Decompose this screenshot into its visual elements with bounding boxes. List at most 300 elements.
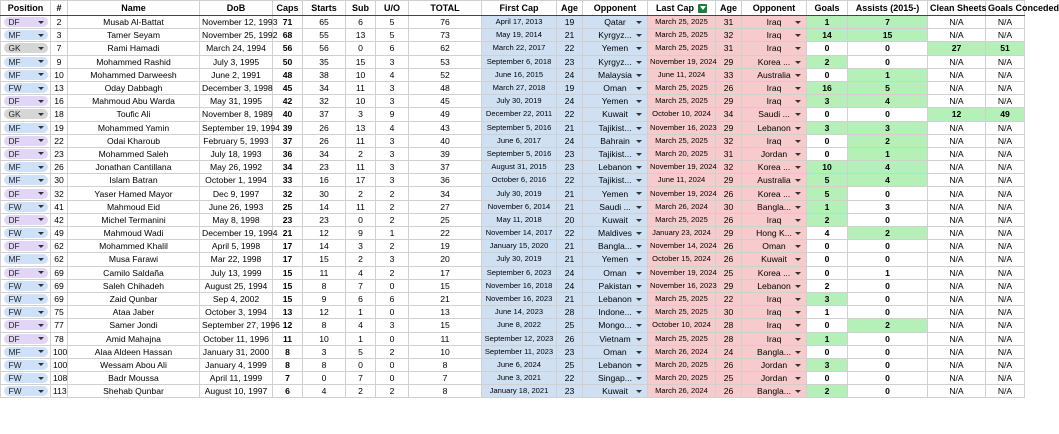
position-chip[interactable] [4, 149, 48, 159]
opponent-last-select[interactable] [742, 385, 807, 398]
position-select[interactable] [1, 292, 51, 305]
chevron-down-icon[interactable] [38, 324, 44, 327]
opponent-last-select[interactable] [742, 332, 807, 345]
chevron-down-icon[interactable] [38, 192, 44, 195]
header-dob[interactable] [200, 1, 273, 16]
position-select[interactable] [1, 147, 51, 160]
header-caps[interactable] [273, 1, 303, 16]
chevron-down-icon[interactable] [636, 47, 642, 50]
opponent-first-select[interactable] [583, 227, 648, 240]
position-select[interactable] [1, 95, 51, 108]
position-chip[interactable] [4, 294, 48, 304]
chevron-down-icon[interactable] [38, 232, 44, 235]
opponent-label: Australia [757, 175, 791, 186]
position-chip[interactable] [4, 228, 48, 238]
header-age-first[interactable] [557, 1, 583, 16]
position-chip[interactable] [4, 109, 48, 119]
opponent-last-select[interactable] [742, 42, 807, 55]
chevron-down-icon[interactable] [636, 34, 642, 37]
chevron-down-icon[interactable] [795, 61, 801, 64]
opponent-label: Pakistan [598, 280, 632, 291]
chevron-down-icon[interactable] [38, 166, 44, 169]
chevron-down-icon[interactable] [38, 100, 44, 103]
chevron-down-icon[interactable] [795, 377, 801, 380]
header-last-cap[interactable] [648, 1, 716, 16]
chevron-down-icon[interactable] [795, 127, 801, 130]
age-first-cap: 22 [557, 108, 583, 121]
filter-icon[interactable] [698, 4, 707, 13]
chevron-down-icon[interactable] [38, 205, 44, 208]
header-label: Goals [814, 3, 840, 13]
opponent-last-select[interactable] [742, 81, 807, 94]
opponent-first-select[interactable] [583, 332, 648, 345]
chevron-down-icon[interactable] [38, 350, 44, 353]
header-label: First Cap [499, 3, 539, 13]
assists-value: 0 [848, 372, 928, 385]
goals-conceded-value: N/A [986, 161, 1025, 174]
header-first-cap[interactable] [482, 1, 557, 16]
chevron-down-icon[interactable] [38, 152, 44, 155]
opponent-last-select[interactable] [742, 29, 807, 42]
position-label: DF [8, 148, 20, 159]
position-select[interactable] [1, 16, 51, 29]
position-select[interactable] [1, 279, 51, 292]
position-select[interactable] [1, 108, 51, 121]
chevron-down-icon[interactable] [795, 153, 801, 156]
clean-sheets-value: 12 [928, 108, 986, 121]
opponent-first-select[interactable] [583, 240, 648, 253]
date-of-birth: May 26, 1992 [200, 161, 273, 174]
chevron-down-icon[interactable] [795, 272, 801, 275]
chevron-down-icon[interactable] [636, 179, 642, 182]
opponent-first-select[interactable] [583, 213, 648, 226]
position-chip[interactable] [4, 57, 48, 67]
position-chip[interactable] [4, 83, 48, 93]
chevron-down-icon[interactable] [636, 21, 642, 24]
position-chip[interactable] [4, 386, 48, 396]
player-name: Mohammed Saleh [68, 147, 200, 160]
chevron-down-icon[interactable] [795, 311, 801, 314]
assists-value: 0 [848, 292, 928, 305]
position-select[interactable] [1, 134, 51, 147]
opponent-last-select[interactable] [742, 372, 807, 385]
position-select[interactable] [1, 81, 51, 94]
sub-value: 2 [346, 147, 376, 160]
chevron-down-icon[interactable] [795, 34, 801, 37]
header-age-last[interactable] [716, 1, 742, 16]
header-name[interactable] [68, 1, 200, 16]
position-select[interactable] [1, 161, 51, 174]
chevron-down-icon[interactable] [636, 285, 642, 288]
age-first-cap: 21 [557, 121, 583, 134]
chevron-down-icon[interactable] [636, 377, 642, 380]
chevron-down-icon[interactable] [38, 126, 44, 129]
opponent-first-select[interactable] [583, 68, 648, 81]
chevron-down-icon[interactable] [636, 153, 642, 156]
chevron-down-icon[interactable] [38, 21, 44, 24]
opponent-label: Jordan [760, 373, 788, 384]
chevron-down-icon[interactable] [795, 47, 801, 50]
opponent-first-select[interactable] [583, 200, 648, 213]
squad-number: 77 [51, 319, 68, 332]
clean-sheets-value: N/A [928, 187, 986, 200]
header-goals[interactable] [807, 1, 848, 16]
opponent-last-select[interactable] [742, 200, 807, 213]
chevron-down-icon[interactable] [636, 206, 642, 209]
opponent-last-select[interactable] [742, 240, 807, 253]
opponent-last-select[interactable] [742, 121, 807, 134]
opponent-first-select[interactable] [583, 385, 648, 398]
opponent-first-select[interactable] [583, 345, 648, 358]
opponent-first-select[interactable] [583, 319, 648, 332]
opponent-last-select[interactable] [742, 134, 807, 147]
chevron-down-icon[interactable] [795, 232, 801, 235]
position-chip[interactable] [4, 70, 48, 80]
chevron-down-icon[interactable] [795, 87, 801, 90]
position-select[interactable] [1, 55, 51, 68]
opponent-first-select[interactable] [583, 29, 648, 42]
player-name: Camilo Saldaña [68, 266, 200, 279]
chevron-down-icon[interactable] [636, 364, 642, 367]
goals-value: 1 [807, 332, 848, 345]
position-chip[interactable] [4, 254, 48, 264]
opponent-last-select[interactable] [742, 266, 807, 279]
position-select[interactable] [1, 372, 51, 385]
opponent-first-select[interactable] [583, 279, 648, 292]
opponent-first-select[interactable] [583, 187, 648, 200]
header-label: Sub [352, 3, 369, 13]
position-chip[interactable] [4, 30, 48, 40]
position-select[interactable] [1, 266, 51, 279]
chevron-down-icon[interactable] [636, 219, 642, 222]
total-value: 19 [409, 240, 482, 253]
position-select[interactable] [1, 68, 51, 81]
chevron-down-icon[interactable] [38, 284, 44, 287]
header-uo[interactable] [376, 1, 409, 16]
goals-value: 5 [807, 187, 848, 200]
position-select[interactable] [1, 42, 51, 55]
chevron-down-icon[interactable] [636, 390, 642, 393]
goals-conceded-value: 51 [986, 42, 1025, 55]
position-select[interactable] [1, 174, 51, 187]
caps-value: 50 [273, 55, 303, 68]
starts-value: 38 [303, 68, 346, 81]
age-last-cap: 34 [716, 108, 742, 121]
player-name: Musab Al-Battat [68, 16, 200, 29]
chevron-down-icon[interactable] [38, 377, 44, 380]
opponent-last-select[interactable] [742, 161, 807, 174]
opponent-last-select[interactable] [742, 147, 807, 160]
clean-sheets-value: N/A [928, 227, 986, 240]
chevron-down-icon[interactable] [38, 113, 44, 116]
goals-conceded-value: N/A [986, 147, 1025, 160]
opponent-first-select[interactable] [583, 358, 648, 371]
header-goals-conceded[interactable] [986, 1, 1059, 16]
chevron-down-icon[interactable] [38, 258, 44, 261]
position-select[interactable] [1, 345, 51, 358]
chevron-down-icon[interactable] [38, 390, 44, 393]
chevron-down-icon[interactable] [636, 74, 642, 77]
position-chip[interactable] [4, 202, 48, 212]
chevron-down-icon[interactable] [795, 324, 801, 327]
header-label: Last Cap [655, 3, 694, 13]
header-opponent-last[interactable] [742, 1, 807, 16]
chevron-down-icon[interactable] [795, 390, 801, 393]
opponent-last-select[interactable] [742, 213, 807, 226]
position-select[interactable] [1, 213, 51, 226]
last-cap-date: March 25, 2025 [648, 29, 716, 42]
chevron-down-icon[interactable] [636, 351, 642, 354]
opponent-first-select[interactable] [583, 108, 648, 121]
position-select[interactable] [1, 227, 51, 240]
chevron-down-icon[interactable] [38, 60, 44, 63]
chevron-down-icon[interactable] [38, 245, 44, 248]
chevron-down-icon[interactable] [636, 232, 642, 235]
last-cap-date: October 10, 2024 [648, 108, 716, 121]
header-sub[interactable] [346, 1, 376, 16]
position-chip[interactable] [4, 162, 48, 172]
assists-value: 4 [848, 161, 928, 174]
age-first-cap: 24 [557, 68, 583, 81]
opponent-first-select[interactable] [583, 161, 648, 174]
chevron-down-icon[interactable] [38, 87, 44, 90]
age-last-cap: 30 [716, 306, 742, 319]
uo-value: 3 [376, 81, 409, 94]
uo-value: 2 [376, 187, 409, 200]
chevron-down-icon[interactable] [636, 127, 642, 130]
first-cap-date: June 16, 2015 [482, 68, 557, 81]
chevron-down-icon[interactable] [795, 351, 801, 354]
chevron-down-icon[interactable] [636, 338, 642, 341]
chevron-down-icon[interactable] [636, 272, 642, 275]
position-chip[interactable] [4, 189, 48, 199]
chevron-down-icon[interactable] [795, 245, 801, 248]
chevron-down-icon[interactable] [795, 338, 801, 341]
assists-value: 0 [848, 42, 928, 55]
position-select[interactable] [1, 200, 51, 213]
position-select[interactable] [1, 358, 51, 371]
opponent-first-select[interactable] [583, 81, 648, 94]
assists-value: 7 [848, 16, 928, 29]
chevron-down-icon[interactable] [636, 100, 642, 103]
opponent-last-select[interactable] [742, 279, 807, 292]
chevron-down-icon[interactable] [636, 298, 642, 301]
opponent-last-select[interactable] [742, 319, 807, 332]
opponent-first-select[interactable] [583, 147, 648, 160]
chevron-down-icon[interactable] [636, 140, 642, 143]
chevron-down-icon[interactable] [38, 34, 44, 37]
header-opponent-first[interactable] [583, 1, 648, 16]
age-last-cap: 29 [716, 95, 742, 108]
chevron-down-icon[interactable] [795, 179, 801, 182]
date-of-birth: August 10, 1997 [200, 385, 273, 398]
chevron-down-icon[interactable] [38, 337, 44, 340]
opponent-first-select[interactable] [583, 55, 648, 68]
chevron-down-icon[interactable] [795, 298, 801, 301]
chevron-down-icon[interactable] [636, 245, 642, 248]
starts-value: 14 [303, 240, 346, 253]
opponent-last-select[interactable] [742, 174, 807, 187]
chevron-down-icon[interactable] [795, 100, 801, 103]
position-select[interactable] [1, 240, 51, 253]
chevron-down-icon[interactable] [636, 61, 642, 64]
squad-number: 62 [51, 253, 68, 266]
opponent-last-select[interactable] [742, 187, 807, 200]
uo-value: 3 [376, 134, 409, 147]
opponent-last-select[interactable] [742, 16, 807, 29]
position-chip[interactable] [4, 334, 48, 344]
starts-value: 0 [303, 372, 346, 385]
opponent-last-select[interactable] [742, 55, 807, 68]
opponent-last-select[interactable] [742, 108, 807, 121]
sub-value: 0 [346, 42, 376, 55]
table-row [1, 55, 1025, 68]
opponent-first-select[interactable] [583, 16, 648, 29]
chevron-down-icon[interactable] [636, 258, 642, 261]
position-chip[interactable] [4, 281, 48, 291]
position-chip[interactable] [4, 307, 48, 317]
chevron-down-icon[interactable] [38, 298, 44, 301]
total-value: 49 [409, 108, 482, 121]
squad-number: 42 [51, 213, 68, 226]
position-chip[interactable] [4, 17, 48, 27]
header-clean-sheets[interactable] [928, 1, 986, 16]
header-total[interactable] [409, 1, 482, 16]
opponent-first-select[interactable] [583, 174, 648, 187]
position-chip[interactable] [4, 268, 48, 278]
opponent-last-select[interactable] [742, 227, 807, 240]
opponent-label: Malaysia [598, 69, 632, 80]
chevron-down-icon[interactable] [795, 166, 801, 169]
chevron-down-icon[interactable] [38, 47, 44, 50]
uo-value: 0 [376, 279, 409, 292]
chevron-down-icon[interactable] [38, 179, 44, 182]
chevron-down-icon[interactable] [636, 166, 642, 169]
position-select[interactable] [1, 319, 51, 332]
caps-value: 56 [273, 42, 303, 55]
chevron-down-icon[interactable] [636, 113, 642, 116]
age-last-cap: 26 [716, 213, 742, 226]
position-select[interactable] [1, 29, 51, 42]
chevron-down-icon[interactable] [636, 87, 642, 90]
header-position[interactable] [1, 1, 51, 16]
position-chip[interactable] [4, 241, 48, 251]
opponent-first-select[interactable] [583, 292, 648, 305]
first-cap-date: November 14, 2017 [482, 227, 557, 240]
player-name: Musa Farawi [68, 253, 200, 266]
chevron-down-icon[interactable] [636, 311, 642, 314]
opponent-last-select[interactable] [742, 306, 807, 319]
player-name: Mohammed Darweesh [68, 68, 200, 81]
assists-value: 0 [848, 55, 928, 68]
last-cap-date: March 25, 2025 [648, 42, 716, 55]
header-label: DoB [226, 3, 246, 13]
total-value: 11 [409, 332, 482, 345]
opponent-last-select[interactable] [742, 345, 807, 358]
position-chip[interactable] [4, 175, 48, 185]
caps-value: 13 [273, 306, 303, 319]
player-name: Toufic Ali [68, 108, 200, 121]
chevron-down-icon[interactable] [38, 139, 44, 142]
squad-number: 75 [51, 306, 68, 319]
position-chip[interactable] [4, 215, 48, 225]
position-select[interactable] [1, 187, 51, 200]
caps-value: 15 [273, 292, 303, 305]
position-chip[interactable] [4, 136, 48, 146]
position-select[interactable] [1, 306, 51, 319]
opponent-first-select[interactable] [583, 95, 648, 108]
opponent-last-select[interactable] [742, 358, 807, 371]
header-label: Opponent [593, 3, 637, 13]
age-first-cap: 23 [557, 161, 583, 174]
first-cap-date: July 30, 2019 [482, 253, 557, 266]
chevron-down-icon[interactable] [636, 192, 642, 195]
sub-value: 2 [346, 187, 376, 200]
position-chip[interactable] [4, 373, 48, 383]
goals-conceded-value: N/A [986, 345, 1025, 358]
squad-number: 9 [51, 55, 68, 68]
chevron-down-icon[interactable] [38, 218, 44, 221]
chevron-down-icon[interactable] [38, 73, 44, 76]
chevron-down-icon[interactable] [795, 74, 801, 77]
goals-conceded-value: N/A [986, 213, 1025, 226]
chevron-down-icon[interactable] [795, 206, 801, 209]
chevron-down-icon[interactable] [795, 285, 801, 288]
chevron-down-icon[interactable] [795, 219, 801, 222]
position-chip[interactable] [4, 43, 48, 53]
opponent-first-select[interactable] [583, 134, 648, 147]
chevron-down-icon[interactable] [795, 258, 801, 261]
position-select[interactable] [1, 121, 51, 134]
opponent-last-select[interactable] [742, 253, 807, 266]
opponent-first-select[interactable] [583, 266, 648, 279]
position-select[interactable] [1, 253, 51, 266]
position-select[interactable] [1, 385, 51, 398]
position-select[interactable] [1, 332, 51, 345]
chevron-down-icon[interactable] [38, 311, 44, 314]
age-first-cap: 21 [557, 187, 583, 200]
chevron-down-icon[interactable] [636, 324, 642, 327]
chevron-down-icon[interactable] [795, 113, 801, 116]
chevron-down-icon[interactable] [795, 364, 801, 367]
opponent-last-select[interactable] [742, 292, 807, 305]
position-chip[interactable] [4, 360, 48, 370]
opponent-first-select[interactable] [583, 121, 648, 134]
date-of-birth: January 4, 1999 [200, 358, 273, 371]
position-chip[interactable] [4, 320, 48, 330]
chevron-down-icon[interactable] [38, 363, 44, 366]
opponent-first-select[interactable] [583, 42, 648, 55]
position-chip[interactable] [4, 347, 48, 357]
opponent-last-select[interactable] [742, 95, 807, 108]
opponent-first-select[interactable] [583, 372, 648, 385]
position-chip[interactable] [4, 123, 48, 133]
date-of-birth: December 19, 1994 [200, 227, 273, 240]
opponent-last-select[interactable] [742, 68, 807, 81]
first-cap-date: November 6, 2014 [482, 200, 557, 213]
chevron-down-icon[interactable] [38, 271, 44, 274]
header-assists[interactable] [848, 1, 928, 16]
header-starts[interactable] [303, 1, 346, 16]
position-chip[interactable] [4, 96, 48, 106]
clean-sheets-value: N/A [928, 306, 986, 319]
chevron-down-icon[interactable] [795, 21, 801, 24]
header-number[interactable] [51, 1, 68, 16]
chevron-down-icon[interactable] [795, 140, 801, 143]
opponent-first-select[interactable] [583, 306, 648, 319]
opponent-first-select[interactable] [583, 253, 648, 266]
chevron-down-icon[interactable] [795, 192, 801, 195]
